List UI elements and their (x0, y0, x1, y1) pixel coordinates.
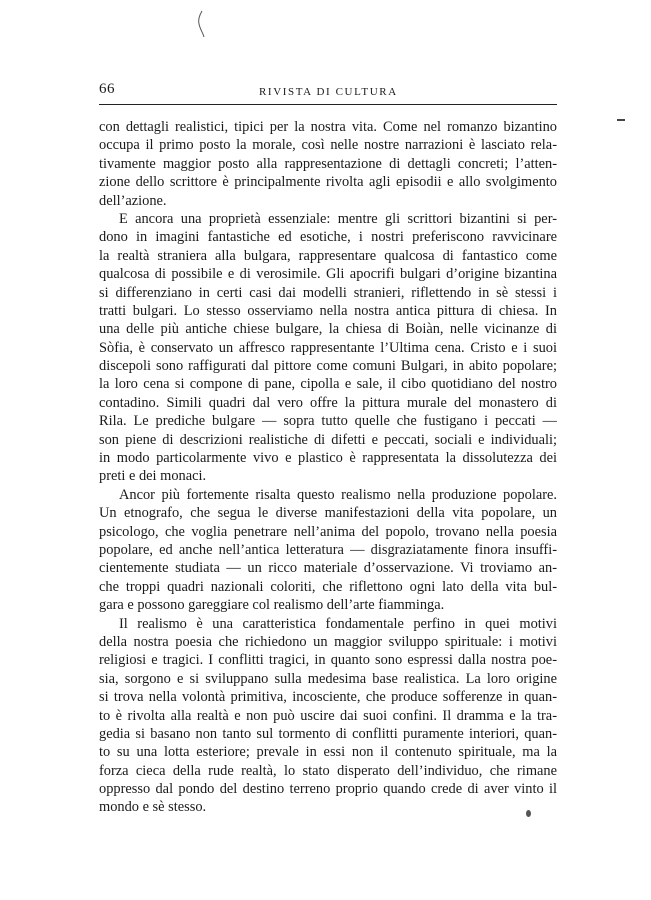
text-line: religiosi e tragici. I conflitti tragici, in quanto sono espressi dalla nostra poe- (99, 652, 557, 669)
text-line: tivamente maggior posto alla rappresentazione di dettagli concreti; l’atten- (99, 155, 557, 172)
margin-mark (617, 119, 625, 121)
text-line: discepoli sono raffigurati dal pittore come comuni Bulgari, in abito popolare; (99, 358, 557, 375)
text-line: in modo particolarmente vivo e plastico è rappresentata la dissolutezza dei (99, 450, 557, 467)
text-line: la loro cena si compone di pane, cipolla e sale, il cibo quotidiano del nostro (99, 376, 557, 393)
text-line: Il realismo è una caratteristica fondamentale perfino in quei motivi (119, 615, 557, 632)
text-line: preti e dei monaci. (99, 468, 207, 485)
text-line: che troppi quadri nazionali coloriti, che riflettono ogni lato della vita bul- (99, 578, 557, 595)
text-line: gara e possono gareggiare col realismo dell’arte fiamminga. (99, 597, 445, 614)
text-line: dell’azione. (99, 192, 167, 209)
text-line: son piene di descrizioni realistiche di difetti e peccati, sociali e individuali; (99, 431, 557, 448)
page-header (99, 80, 557, 105)
text-line: Ancor più fortemente risalta questo realismo nella produzione popolare. (119, 486, 557, 503)
text-line: Un etnografo, che segua le diverse manifestazioni della vita popolare, un (99, 505, 557, 522)
text-line: dono in imagini fantastiche ed esotiche, i nostri preferiscono ravvicinare (99, 229, 557, 246)
text-line: psicologo, che voglia penetrare nell’anima del popolo, trovano nella poesia (99, 523, 557, 540)
text-line: mondo e sè stesso. (99, 799, 207, 816)
text-line: occupa il primo posto la morale, così nelle nostre narrazioni è lasciato rela- (99, 137, 557, 154)
text-line: gedia si basano non tanto sul tormento di conflitti puramente interiori, quan- (99, 725, 557, 742)
text-line: to su una lotta esteriore; prevale in essi non il contenuto spirituale, ma la (99, 744, 557, 761)
text-line: to è rivolta alla realtà e non può uscire dai suoi confini. Il dramma e la tra- (99, 707, 557, 724)
text-line: la realtà straniera alla bulgara, rappresentare qualcosa di fantastico come (99, 247, 557, 264)
page-number: 66 (99, 81, 115, 97)
text-line: qualcosa di possibile e di verosimile. Gli apocrifi bulgari d’origine bizantina (99, 266, 557, 283)
text-line: sia, sorgono e si sviluppano sulla medesima base realistica. La loro origine (99, 670, 557, 687)
text-line: tratti bulgari. Lo stesso osserviamo nella nostra antica pittura di chiesa. In (99, 302, 557, 319)
text-line: una delle più antiche chiese bulgare, la chiesa di Boiàn, nelle vicinanze di (99, 321, 557, 338)
text-line: E ancora una proprietà essenziale: mentre gli scrittori bizantini si per- (119, 210, 557, 227)
text-line: con dettagli realistici, tipici per la nostra vita. Come nel romanzo bizantino (99, 119, 557, 135)
running-head: RIVISTA DI CULTURA (259, 86, 398, 98)
pencil-mark (196, 10, 206, 38)
text-line: si differenziano in certi casi dai modelli stranieri, riflettendo in sè stessi i (99, 284, 557, 301)
text-line: oppresso dal pondo del destino terreno proprio quando crede di aver vinto il (99, 781, 557, 798)
text-line: Sòfia, è conservato un affresco rappresentante l’Ultima cena. Cristo e i suoi (99, 339, 557, 356)
text-line: si trova nella volontà primitiva, incosciente, che produce sofferenze in quan- (99, 689, 557, 706)
text-line: zione dello scrittore è principalmente rivolta agli episodii e allo svolgimento (99, 174, 557, 191)
text-line: Rila. Le prediche bulgare — sopra tutto quelle che fustigano i peccati — (99, 413, 557, 430)
body-text (99, 118, 557, 817)
text-line: popolare, ed anche nell’antica letteratura — disgraziatamente finora insuffi- (99, 541, 557, 558)
text-line: della nostra poesia che richiedono un maggior sviluppo spirituale: i motivi (99, 633, 557, 650)
text-line: cientemente studiata — un ricco materiale d’osservazione. Vi troviamo an- (99, 560, 557, 577)
text-line: contadino. Simili quadri dal vero offre la pittura murale del monastero di (99, 394, 557, 411)
text-line: forza cieca della rude realtà, lo stato disperato dell’individuo, che rimane (99, 762, 557, 779)
